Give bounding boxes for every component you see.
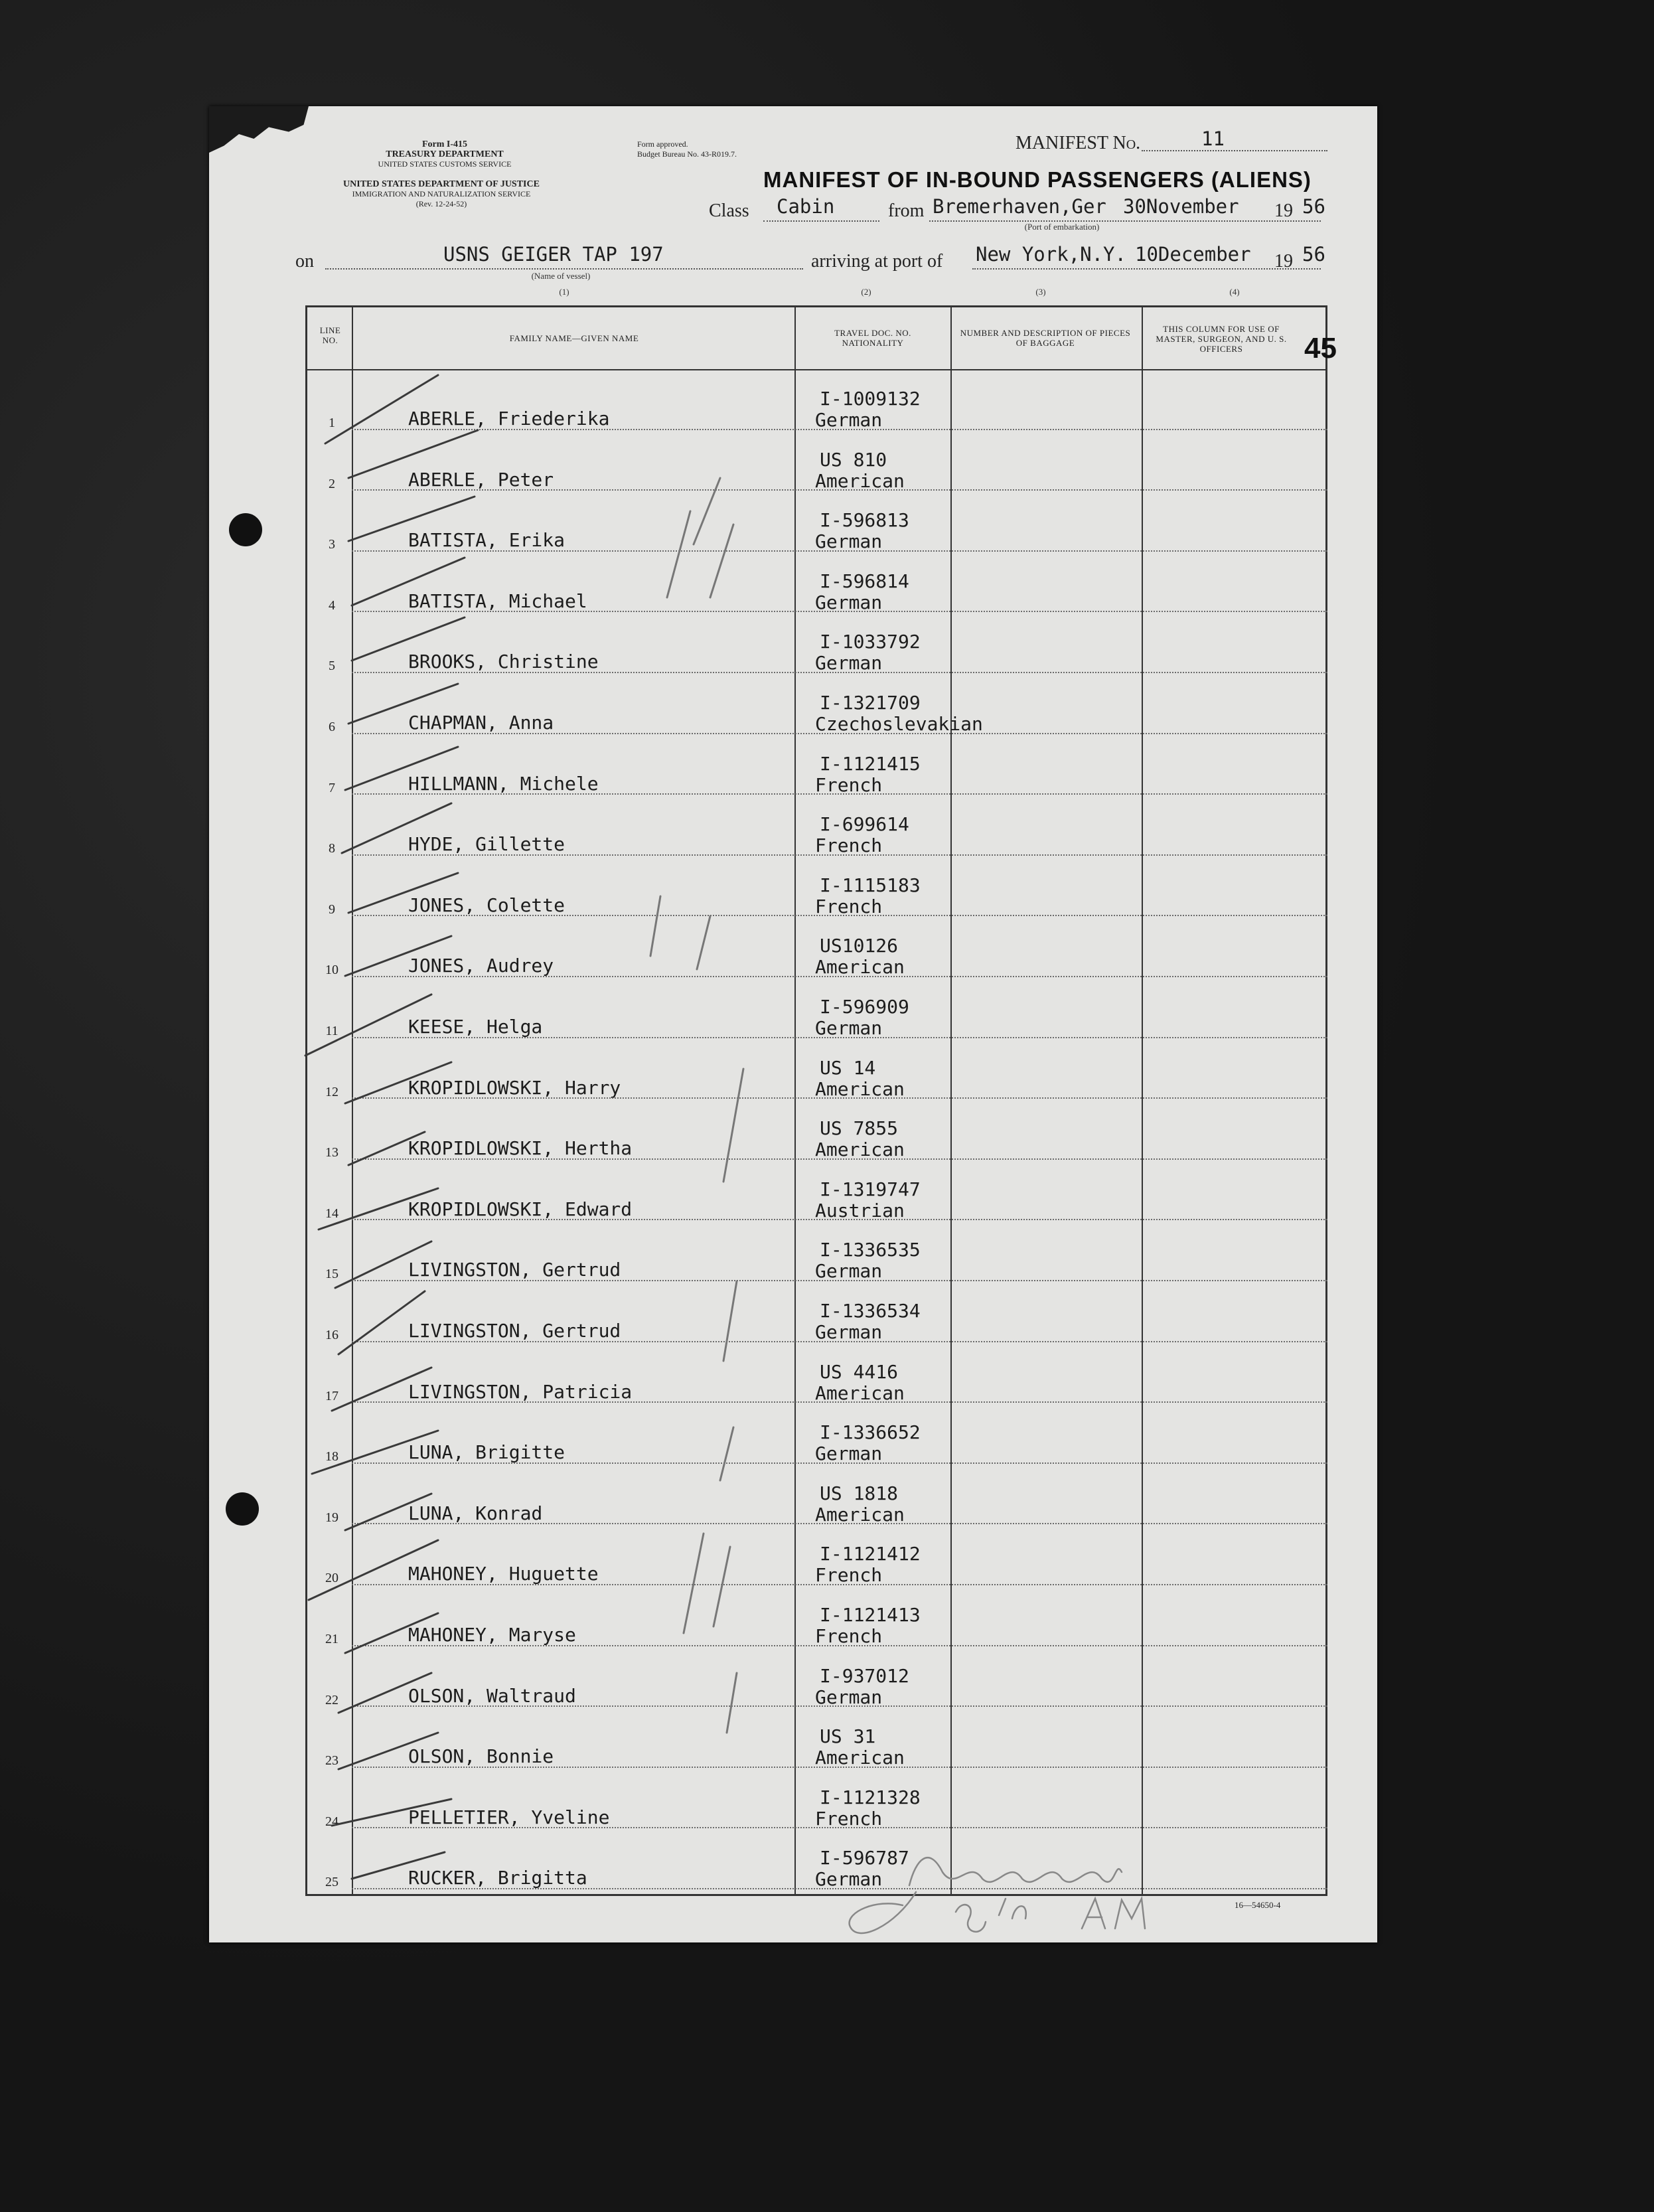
passenger-name: PELLETIER, Yveline [408, 1806, 610, 1828]
arriving-label: arriving at port of [811, 251, 943, 272]
row-line-number: 13 [325, 1145, 338, 1160]
travel-doc-number: US 4416 [820, 1360, 899, 1383]
row-rule [352, 854, 1327, 856]
on-label: on [295, 251, 314, 272]
revision-date: (Rev. 12-24-52) [415, 199, 467, 208]
nationality: French [815, 834, 883, 857]
passenger-name: LIVINGSTON, Gertrud [408, 1259, 621, 1281]
col-header-officers: THIS COLUMN FOR USE OF MASTER, SURGEON, AND U. S. OFFICERS [1156, 324, 1287, 354]
passenger-name: BATISTA, Erika [408, 529, 565, 552]
departure-day: 30November [1123, 195, 1239, 218]
passenger-name: HYDE, Gillette [408, 833, 565, 856]
form-number: Form I-415 [421, 139, 468, 149]
embarkation-caption: (Port of embarkation) [1024, 222, 1100, 232]
passenger-name: LUNA, Brigitte [408, 1441, 565, 1464]
passenger-name: RUCKER, Brigitta [408, 1867, 587, 1889]
row-line-number: 7 [329, 780, 335, 795]
passenger-name: JONES, Colette [408, 894, 565, 916]
ins-service: IMMIGRATION AND NATURALIZATION SERVICE [352, 189, 531, 198]
travel-doc-number: I-1336652 [820, 1421, 921, 1444]
col-header-baggage: NUMBER AND DESCRIPTION OF PIECES OF BAGGAGE [960, 328, 1131, 348]
row-line-number: 19 [325, 1510, 338, 1525]
vessel-underline [325, 268, 803, 270]
row-rule [352, 489, 1327, 491]
nationality: Czechoslevakian [815, 713, 983, 735]
nationality: German [815, 409, 883, 431]
nationality: German [815, 530, 883, 553]
row-rule [352, 1523, 1327, 1524]
row-line-number: 16 [325, 1328, 338, 1342]
column-number-2: (2) [861, 287, 871, 297]
nationality: German [815, 1686, 883, 1708]
column-number-3: (3) [1035, 287, 1046, 297]
nationality: French [815, 1564, 883, 1587]
row-line-number: 12 [325, 1084, 338, 1099]
passenger-name: KROPIDLOWSKI, Edward [408, 1198, 633, 1220]
passenger-name: KROPIDLOWSKI, Harry [408, 1076, 621, 1099]
travel-doc-number: I-596814 [820, 570, 909, 592]
justice-dept: UNITED STATES DEPARTMENT OF JUSTICE [343, 179, 540, 189]
class-value: Cabin [777, 195, 835, 218]
passenger-name: KEESE, Helga [408, 1016, 543, 1038]
row-line-number: 21 [325, 1632, 338, 1646]
travel-doc-number: US 7855 [820, 1117, 899, 1140]
passenger-name: LUNA, Konrad [408, 1502, 543, 1524]
travel-doc-number: I-1033792 [820, 631, 921, 653]
travel-doc-number: I-596909 [820, 996, 909, 1018]
row-rule [352, 976, 1327, 977]
col-divider-doc [950, 305, 952, 1896]
row-rule [352, 1280, 1327, 1281]
passenger-name: HILLMANN, Michele [408, 772, 599, 795]
travel-doc-number: I-937012 [820, 1664, 909, 1687]
col-header-doc: TRAVEL DOC. NO. NATIONALITY [834, 328, 911, 348]
form-header-justice [292, 179, 591, 209]
nationality: German [815, 1321, 883, 1343]
departure-year: 56 [1302, 195, 1325, 218]
nationality: French [815, 895, 883, 917]
row-line-number: 25 [325, 1875, 338, 1890]
row-rule [352, 550, 1327, 552]
passenger-name: LIVINGSTON, Gertrud [408, 1320, 621, 1342]
passenger-name: MAHONEY, Maryse [408, 1624, 576, 1646]
col-header-line-no: LINE NO. [319, 325, 341, 345]
passenger-name: CHAPMAN, Anna [408, 712, 554, 734]
col-header-name: FAMILY NAME—GIVEN NAME [509, 333, 639, 343]
form-approval [637, 139, 796, 159]
arrival-port: New York,N.Y. [976, 243, 1126, 266]
manifest-number: 11 [1201, 127, 1225, 150]
manifest-no-label: MANIFEST No. [1015, 133, 1141, 153]
page-mark: 45 [1304, 332, 1337, 364]
row-rule [352, 1888, 1327, 1889]
row-rule [352, 1645, 1327, 1646]
class-label: Class [709, 200, 749, 221]
travel-doc-number: US10126 [820, 935, 899, 957]
column-number-1: (1) [559, 287, 569, 297]
row-rule [352, 1705, 1327, 1707]
col-divider-name [794, 305, 796, 1896]
row-rule [352, 1037, 1327, 1038]
nationality: American [815, 1139, 905, 1161]
travel-doc-number: I-1121328 [820, 1786, 921, 1808]
nationality: American [815, 1503, 905, 1526]
row-line-number: 8 [329, 841, 335, 856]
row-rule [352, 1158, 1327, 1160]
row-line-number: 24 [325, 1814, 338, 1829]
manifest-title: MANIFEST OF IN-BOUND PASSENGERS (ALIENS) [763, 167, 1312, 192]
row-line-number: 1 [329, 416, 335, 430]
row-line-number: 4 [329, 597, 335, 613]
nationality: German [815, 591, 883, 613]
row-line-number: 17 [325, 1388, 338, 1403]
nationality: American [815, 469, 905, 492]
travel-doc-number: I-1321709 [820, 692, 921, 714]
row-rule [352, 672, 1327, 673]
manifest-no-underline [1142, 150, 1327, 151]
nationality: American [815, 1747, 905, 1769]
row-rule [352, 1219, 1327, 1220]
row-rule [352, 915, 1327, 916]
col-divider-baggage [1142, 305, 1143, 1896]
vessel-caption: (Name of vessel) [531, 271, 591, 281]
passenger-name: BROOKS, Christine [408, 651, 599, 673]
from-label: from [888, 200, 925, 221]
row-line-number: 9 [329, 902, 335, 917]
row-line-number: 5 [329, 659, 335, 674]
row-line-number: 20 [325, 1571, 338, 1586]
row-rule [352, 611, 1327, 612]
form-approved: Form approved. [637, 139, 688, 149]
travel-doc-number: I-1115183 [820, 874, 921, 896]
travel-doc-number: I-1336534 [820, 1300, 921, 1322]
nationality: American [815, 1077, 905, 1100]
print-code: 16—54650-4 [1235, 1900, 1281, 1910]
vessel-name: USNS GEIGER TAP 197 [443, 243, 664, 266]
row-rule [352, 1401, 1327, 1403]
header-rule [305, 369, 1327, 370]
travel-doc-number: I-1121415 [820, 752, 921, 775]
nationality: French [815, 1625, 883, 1647]
arrival-underline [972, 268, 1321, 270]
passenger-name: ABERLE, Friederika [408, 408, 610, 430]
departure-year-prefix: 19 [1274, 200, 1293, 221]
passenger-name: ABERLE, Peter [408, 468, 554, 491]
travel-doc-number: I-1121413 [820, 1604, 921, 1626]
travel-doc-number: I-1319747 [820, 1178, 921, 1200]
travel-doc-number: I-1009132 [820, 388, 921, 410]
nationality: German [815, 1868, 883, 1891]
passenger-name: LIVINGSTON, Patricia [408, 1380, 633, 1403]
arrival-year: 56 [1302, 243, 1325, 266]
customs-service: UNITED STATES CUSTOMS SERVICE [378, 159, 512, 169]
class-underline [763, 220, 879, 222]
arrival-year-prefix: 19 [1274, 251, 1293, 272]
nationality: Austrian [815, 1199, 905, 1222]
travel-doc-number: US 1818 [820, 1482, 899, 1504]
travel-doc-number: I-1336535 [820, 1239, 921, 1261]
nationality: American [815, 956, 905, 979]
row-rule [352, 1827, 1327, 1828]
passenger-name: BATISTA, Michael [408, 590, 587, 612]
nationality: German [815, 1443, 883, 1465]
travel-doc-number: I-699614 [820, 813, 909, 836]
row-line-number: 6 [329, 720, 335, 734]
passenger-name: JONES, Audrey [408, 955, 554, 977]
row-rule [352, 429, 1327, 430]
row-line-number: 22 [325, 1692, 338, 1707]
embarkation-port: Bremerhaven,Ger [933, 195, 1106, 218]
row-rule [352, 1341, 1327, 1342]
nationality: French [815, 773, 883, 796]
punch-hole-top [229, 513, 262, 546]
row-rule [352, 733, 1327, 734]
punch-hole-bottom [226, 1492, 259, 1526]
passenger-name: MAHONEY, Huguette [408, 1563, 599, 1585]
travel-doc-number: US 810 [820, 448, 887, 471]
treasury-dept: TREASURY DEPARTMENT [386, 149, 504, 159]
arrival-day: 10December [1135, 243, 1251, 266]
passenger-name: KROPIDLOWSKI, Hertha [408, 1137, 633, 1160]
travel-doc-number: I-596787 [820, 1847, 909, 1869]
budget-bureau: Budget Bureau No. 43-R019.7. [637, 149, 737, 159]
row-line-number: 14 [325, 1206, 338, 1221]
nationality: French [815, 1807, 883, 1830]
travel-doc-number: I-1121412 [820, 1543, 921, 1565]
form-header-treasury [345, 139, 544, 169]
travel-doc-number: I-596813 [820, 509, 909, 532]
row-rule [352, 793, 1327, 795]
row-line-number: 11 [325, 1024, 338, 1038]
col-divider-line [352, 305, 353, 1896]
nationality: German [815, 1017, 883, 1039]
row-rule [352, 1767, 1327, 1768]
travel-doc-number: US 31 [820, 1725, 876, 1748]
row-line-number: 2 [329, 476, 335, 491]
row-line-number: 10 [325, 963, 338, 978]
nationality: German [815, 652, 883, 674]
row-line-number: 23 [325, 1753, 338, 1769]
travel-doc-number: US 14 [820, 1056, 876, 1079]
passenger-name: OLSON, Bonnie [408, 1745, 554, 1768]
row-rule [352, 1462, 1327, 1464]
row-line-number: 3 [329, 537, 335, 552]
row-line-number: 18 [325, 1449, 338, 1464]
row-rule [352, 1097, 1327, 1099]
column-number-4: (4) [1229, 287, 1240, 297]
row-line-number: 15 [325, 1267, 338, 1282]
row-rule [352, 1584, 1327, 1585]
nationality: American [815, 1382, 905, 1404]
passenger-name: OLSON, Waltraud [408, 1684, 576, 1707]
nationality: German [815, 1260, 883, 1283]
